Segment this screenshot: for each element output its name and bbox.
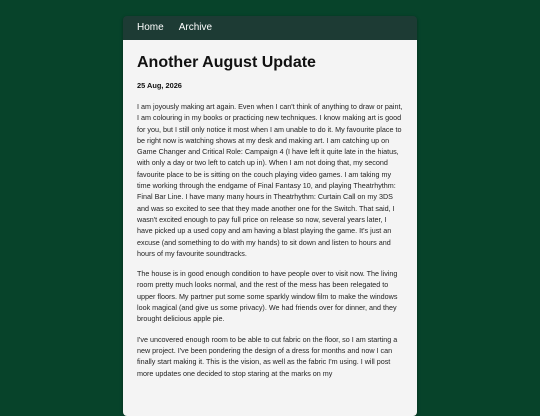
post-body [137, 101, 403, 379]
post-paragraph: The house is in good enough condition to have people over to visit now. The living room pretty much looks normal, and the rest of the mess has been relegated to upper floors. My partner put some some sparkly window film to make the windows look magical (and give us some privacy). We had friends over for dinner, and they brought delicious apple pie. [137, 269, 398, 324]
post-paragraph: I've uncovered enough room to be able to cut fabric on the floor, so I am starting a new project. I've been pondering the design of a dress for months and now I can finally start making it. This is the vision, as well as the fabric I'm using. I will post more updates one decided to stop staring at the marks on my [137, 334, 398, 378]
nav-link-home[interactable]: Home [137, 22, 164, 33]
page-frame [123, 16, 417, 416]
post-card [123, 40, 417, 416]
top-navbar [123, 16, 417, 40]
nav-link-archive[interactable]: Archive [178, 22, 213, 33]
post-date: 25 Aug, 2026 [137, 81, 182, 90]
post-paragraph: I am joyously making art again. Even when I can't think of anything to draw or paint, I am colouring in my books or practicing new techniques. I know making art is good for you, but I still only notice it most when I am unable to do it. My favourite place to be right now is watching shows at my desk and making art. I am catching up on Game Changer and Critical Role: Campaign 4 (I have left it quite late in the hiatus, with only a day or two left to catch up in). When I am not doing that, my second favourite place to be is sitting on the couch playing video games. I am taking my time working through the endgame of Final Fantasy 10, and playing Theatrhythm: Final Bar Line. I have many many hours in Theatrhythm: Curtain Call on my 3DS and was so excited to see that they made another one for the Switch. That said, I wasn't excited enough to pay full price on release so now, several years later, I have picked up a used copy and am having a blast playing the game. It's just an excuse (and something to do with my hands) to sit down and listen to hours and hours of my favourite soundtracks. [137, 102, 403, 258]
post-title: Another August Update [137, 54, 316, 71]
